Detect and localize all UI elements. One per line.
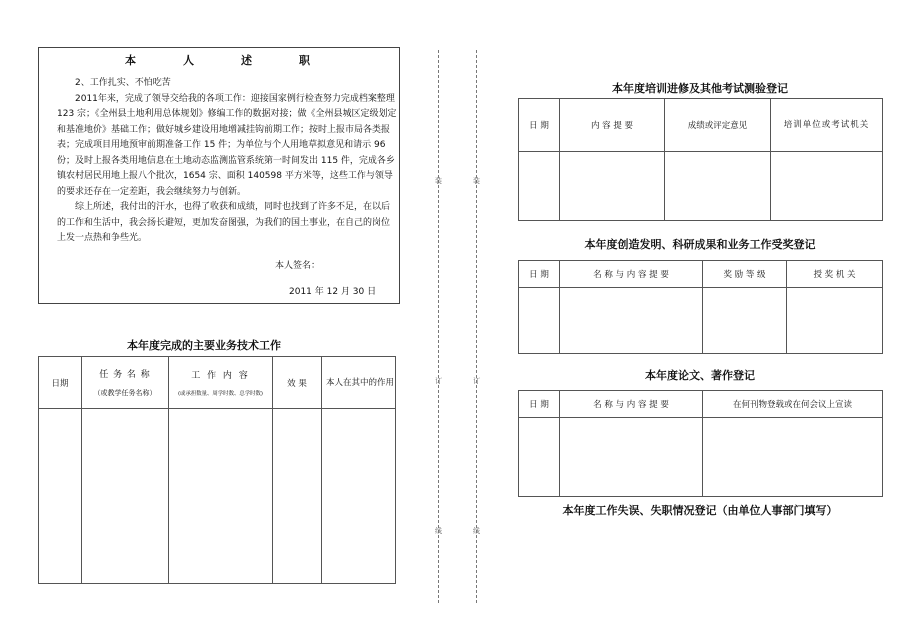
col-task-sub: （或教学任务名称） — [93, 389, 157, 397]
awards-col-name: 名 称 与 内 容 提 要 — [560, 261, 703, 288]
training-title: 本年度培训进修及其他考试测验登记 — [612, 82, 788, 95]
col-content-sub: (或承担数量、周学时数、总学时数) — [177, 391, 264, 397]
awards-title: 本年度创造发明、科研成果和业务工作受奖登记 — [584, 238, 816, 251]
mistakes-title: 本年度工作失误、失职情况登记（由单位人事部门填写） — [562, 504, 838, 517]
table-cell[interactable] — [703, 288, 787, 354]
col-content — [169, 357, 273, 409]
papers-col-venue: 在何刊物登载或在何会议上宣读 — [703, 391, 883, 418]
main-work-title: 本年度完成的主要业务技术工作 — [127, 339, 281, 352]
awards-col-date: 日 期 — [519, 261, 560, 288]
training-table — [518, 98, 883, 221]
binder-mark-ding: 订 — [473, 377, 480, 385]
training-col-content: 内 容 提 要 — [560, 99, 665, 152]
title-char: 述 — [241, 54, 255, 67]
binding-line-left — [438, 50, 439, 603]
training-col-org: 培训单位或考试机关 — [771, 99, 883, 152]
statement-date: 2011 年 12 月 30 日 — [289, 287, 377, 297]
papers-col-date: 日 期 — [519, 391, 560, 418]
papers-col-name: 名 称 与 内 容 提 要 — [560, 391, 703, 418]
self-statement-body — [57, 76, 397, 247]
col-task — [82, 357, 169, 409]
table-cell[interactable] — [82, 409, 169, 584]
binder-mark-zhuang: 装 — [473, 177, 480, 185]
self-statement-title — [39, 52, 399, 68]
table-cell[interactable] — [169, 409, 273, 584]
title-char: 本 — [125, 54, 139, 67]
table-cell[interactable] — [519, 418, 560, 497]
binder-mark-xian: 线 — [435, 527, 442, 535]
table-cell[interactable] — [560, 288, 703, 354]
table-cell[interactable] — [273, 409, 322, 584]
papers-title: 本年度论文、著作登记 — [645, 369, 755, 382]
table-cell[interactable] — [519, 288, 560, 354]
self-statement-box — [38, 47, 400, 304]
col-date: 日期 — [39, 357, 82, 409]
table-cell[interactable] — [787, 288, 883, 354]
table-cell[interactable] — [322, 409, 396, 584]
table-cell[interactable] — [560, 152, 665, 221]
awards-table — [518, 260, 883, 354]
title-char: 人 — [183, 54, 197, 67]
main-work-table — [38, 356, 396, 584]
training-col-result: 成绩或评定意见 — [665, 99, 771, 152]
binder-mark-zhuang: 装 — [435, 177, 442, 185]
col-effect: 效 果 — [273, 357, 322, 409]
statement-paragraph-1: 2011年来，完成了领导交给我的各项工作：迎接国家例行检查努力完成档案整理 123 宗；《全州县土地利用总体规划》修编工作的数据对接；做《全州县城区定级划定和基准地价》基础工作；做好城乡建设用地增减挂钩前期工作；按时上报市局各类报表；完成项目用地预审前期准备工作 15 件；为单位与个人用地草拟意见和请示 96 份；及时上报各类用地信息在土地动态监测监管系统第一时间发出 115 件，完成各乡镇农村居民用地上报八个批次，1654 宗、面积 140598 平方米等，这些工作与领导的要求还存在一定差距，我会继续努力与创新。 — [57, 93, 397, 197]
papers-table — [518, 390, 883, 497]
statement-paragraph-2: 综上所述，我付出的汗水，也得了收获和成绩，同时也找到了许多不足，在以后的工作和生活中，我会扬长避短，更加发奋图强，为我们的国土事业，在自己的岗位上发一点热和争些光。 — [57, 202, 391, 243]
col-content-label: 工 作 内 容 — [191, 371, 250, 381]
training-col-date: 日 期 — [519, 99, 560, 152]
title-char: 职 — [299, 54, 313, 67]
binder-mark-ding: 订 — [435, 377, 442, 385]
binding-line-right — [476, 50, 477, 603]
table-cell[interactable] — [771, 152, 883, 221]
signature-label: 本人签名： — [275, 261, 321, 271]
binder-mark-xian: 线 — [473, 527, 480, 535]
col-role: 本人在其中的作用 — [322, 357, 396, 409]
table-cell[interactable] — [560, 418, 703, 497]
statement-heading-2: 2、工作扎实、不怕吃苦 — [75, 78, 171, 88]
awards-col-level: 奖 励 等 级 — [703, 261, 787, 288]
table-cell[interactable] — [703, 418, 883, 497]
table-cell[interactable] — [39, 409, 82, 584]
awards-col-org: 授 奖 机 关 — [787, 261, 883, 288]
table-cell[interactable] — [665, 152, 771, 221]
col-task-label: 任 务 名 称 — [99, 370, 151, 380]
table-cell[interactable] — [519, 152, 560, 221]
